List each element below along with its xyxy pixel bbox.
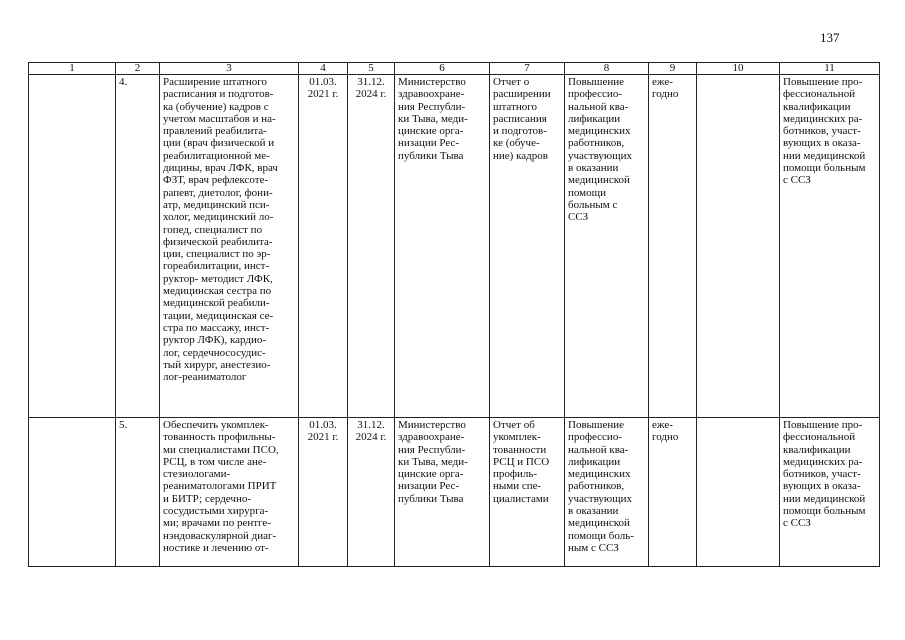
column-header: 7 <box>490 63 565 75</box>
page-number: 137 <box>820 30 840 45</box>
report-cell: Отчет о расширении штатного расписания и подготов- ке (обуче- ние) кадров <box>490 75 565 418</box>
measure-cell: Расширение штатного расписания и подготов- ка (обучение) кадров с учетом масштабов и на- правлений реабилита- ции (врач физической и реабилитационной ме- дицины, врач ЛФК, врач ФЗТ, врач рефлексоте- рапевт, диетолог, фони- атр, медицинский пси- холог, медицинский ло- гопед, специалист по физической реабилита- ции, специалист по эр- гореабилитации, инст- руктор- методист ЛФК, медицинская сестра по медицинской реабили- тации, медицинская се- стра по массажу, инст- руктор ЛФК), кардио- лог, сердечнососудис- тый хирург, анестезио- лог-реаниматолог <box>160 75 299 418</box>
column-header: 8 <box>565 63 649 75</box>
measure-cell: Обеспечить укомплек- тованность профильны- ми специалистами ПСО, РСЦ, в том числе ане- стезиологами- реаниматологами ПРИТ и БИТР; сердечно- сосудистыми хирурга- ми; врачами по рентге- нэндоваскулярной диаг- ностике и лечению от- <box>160 418 299 567</box>
column-header: 3 <box>160 63 299 75</box>
column-header: 1 <box>29 63 116 75</box>
row-number: 5. <box>116 418 160 567</box>
result-cell: Повышение про- фессиональной квалификации медицинских ра- ботников, участ- вующих в оказа- нии медицинской помощи больным с ССЗ <box>780 418 880 567</box>
result-cell: Повышение про- фессиональной квалификации медицинских ра- ботников, участ- вующих в оказа- нии медицинской помощи больным с ССЗ <box>780 75 880 418</box>
periodicity-cell: еже- годно <box>649 418 697 567</box>
start-date-cell: 01.03. 2021 г. <box>299 418 348 567</box>
periodicity-cell: еже- годно <box>649 75 697 418</box>
column-header: 11 <box>780 63 880 75</box>
end-date-cell: 31.12. 2024 г. <box>348 75 395 418</box>
end-date-cell: 31.12. 2024 г. <box>348 418 395 567</box>
column-header: 10 <box>697 63 780 75</box>
column-header: 9 <box>649 63 697 75</box>
report-cell: Отчет об укомплек- тованности РСЦ и ПСО профиль- ными спе- циалистами <box>490 418 565 567</box>
empty-cell <box>29 418 116 567</box>
indicator-cell: Повышение профессио- нальной ква- лификации медицинских работников, участвующих в оказании медицинской помощи боль- ным с ССЗ <box>565 418 649 567</box>
column-header: 4 <box>299 63 348 75</box>
responsible-cell: Министерство здравоохране- ния Республи- ки Тыва, меди- цинские орга- низации Рес- публики Тыва <box>395 418 490 567</box>
responsible-cell: Министерство здравоохране- ния Республи- ки Тыва, меди- цинские орга- низации Рес- публики Тыва <box>395 75 490 418</box>
column-header: 6 <box>395 63 490 75</box>
row-number: 4. <box>116 75 160 418</box>
column-header: 5 <box>348 63 395 75</box>
header-row <box>29 63 880 75</box>
table-row <box>29 418 880 567</box>
indicator-cell: Повышение профессио- нальной ква- лификации медицинских работников, участвующих в оказании медицинской помощи больным с ССЗ <box>565 75 649 418</box>
column-10-cell <box>697 75 780 418</box>
empty-cell <box>29 75 116 418</box>
start-date-cell: 01.03. 2021 г. <box>299 75 348 418</box>
column-header: 2 <box>116 63 160 75</box>
table-row <box>29 75 880 418</box>
column-10-cell <box>697 418 780 567</box>
measures-table <box>28 62 880 567</box>
